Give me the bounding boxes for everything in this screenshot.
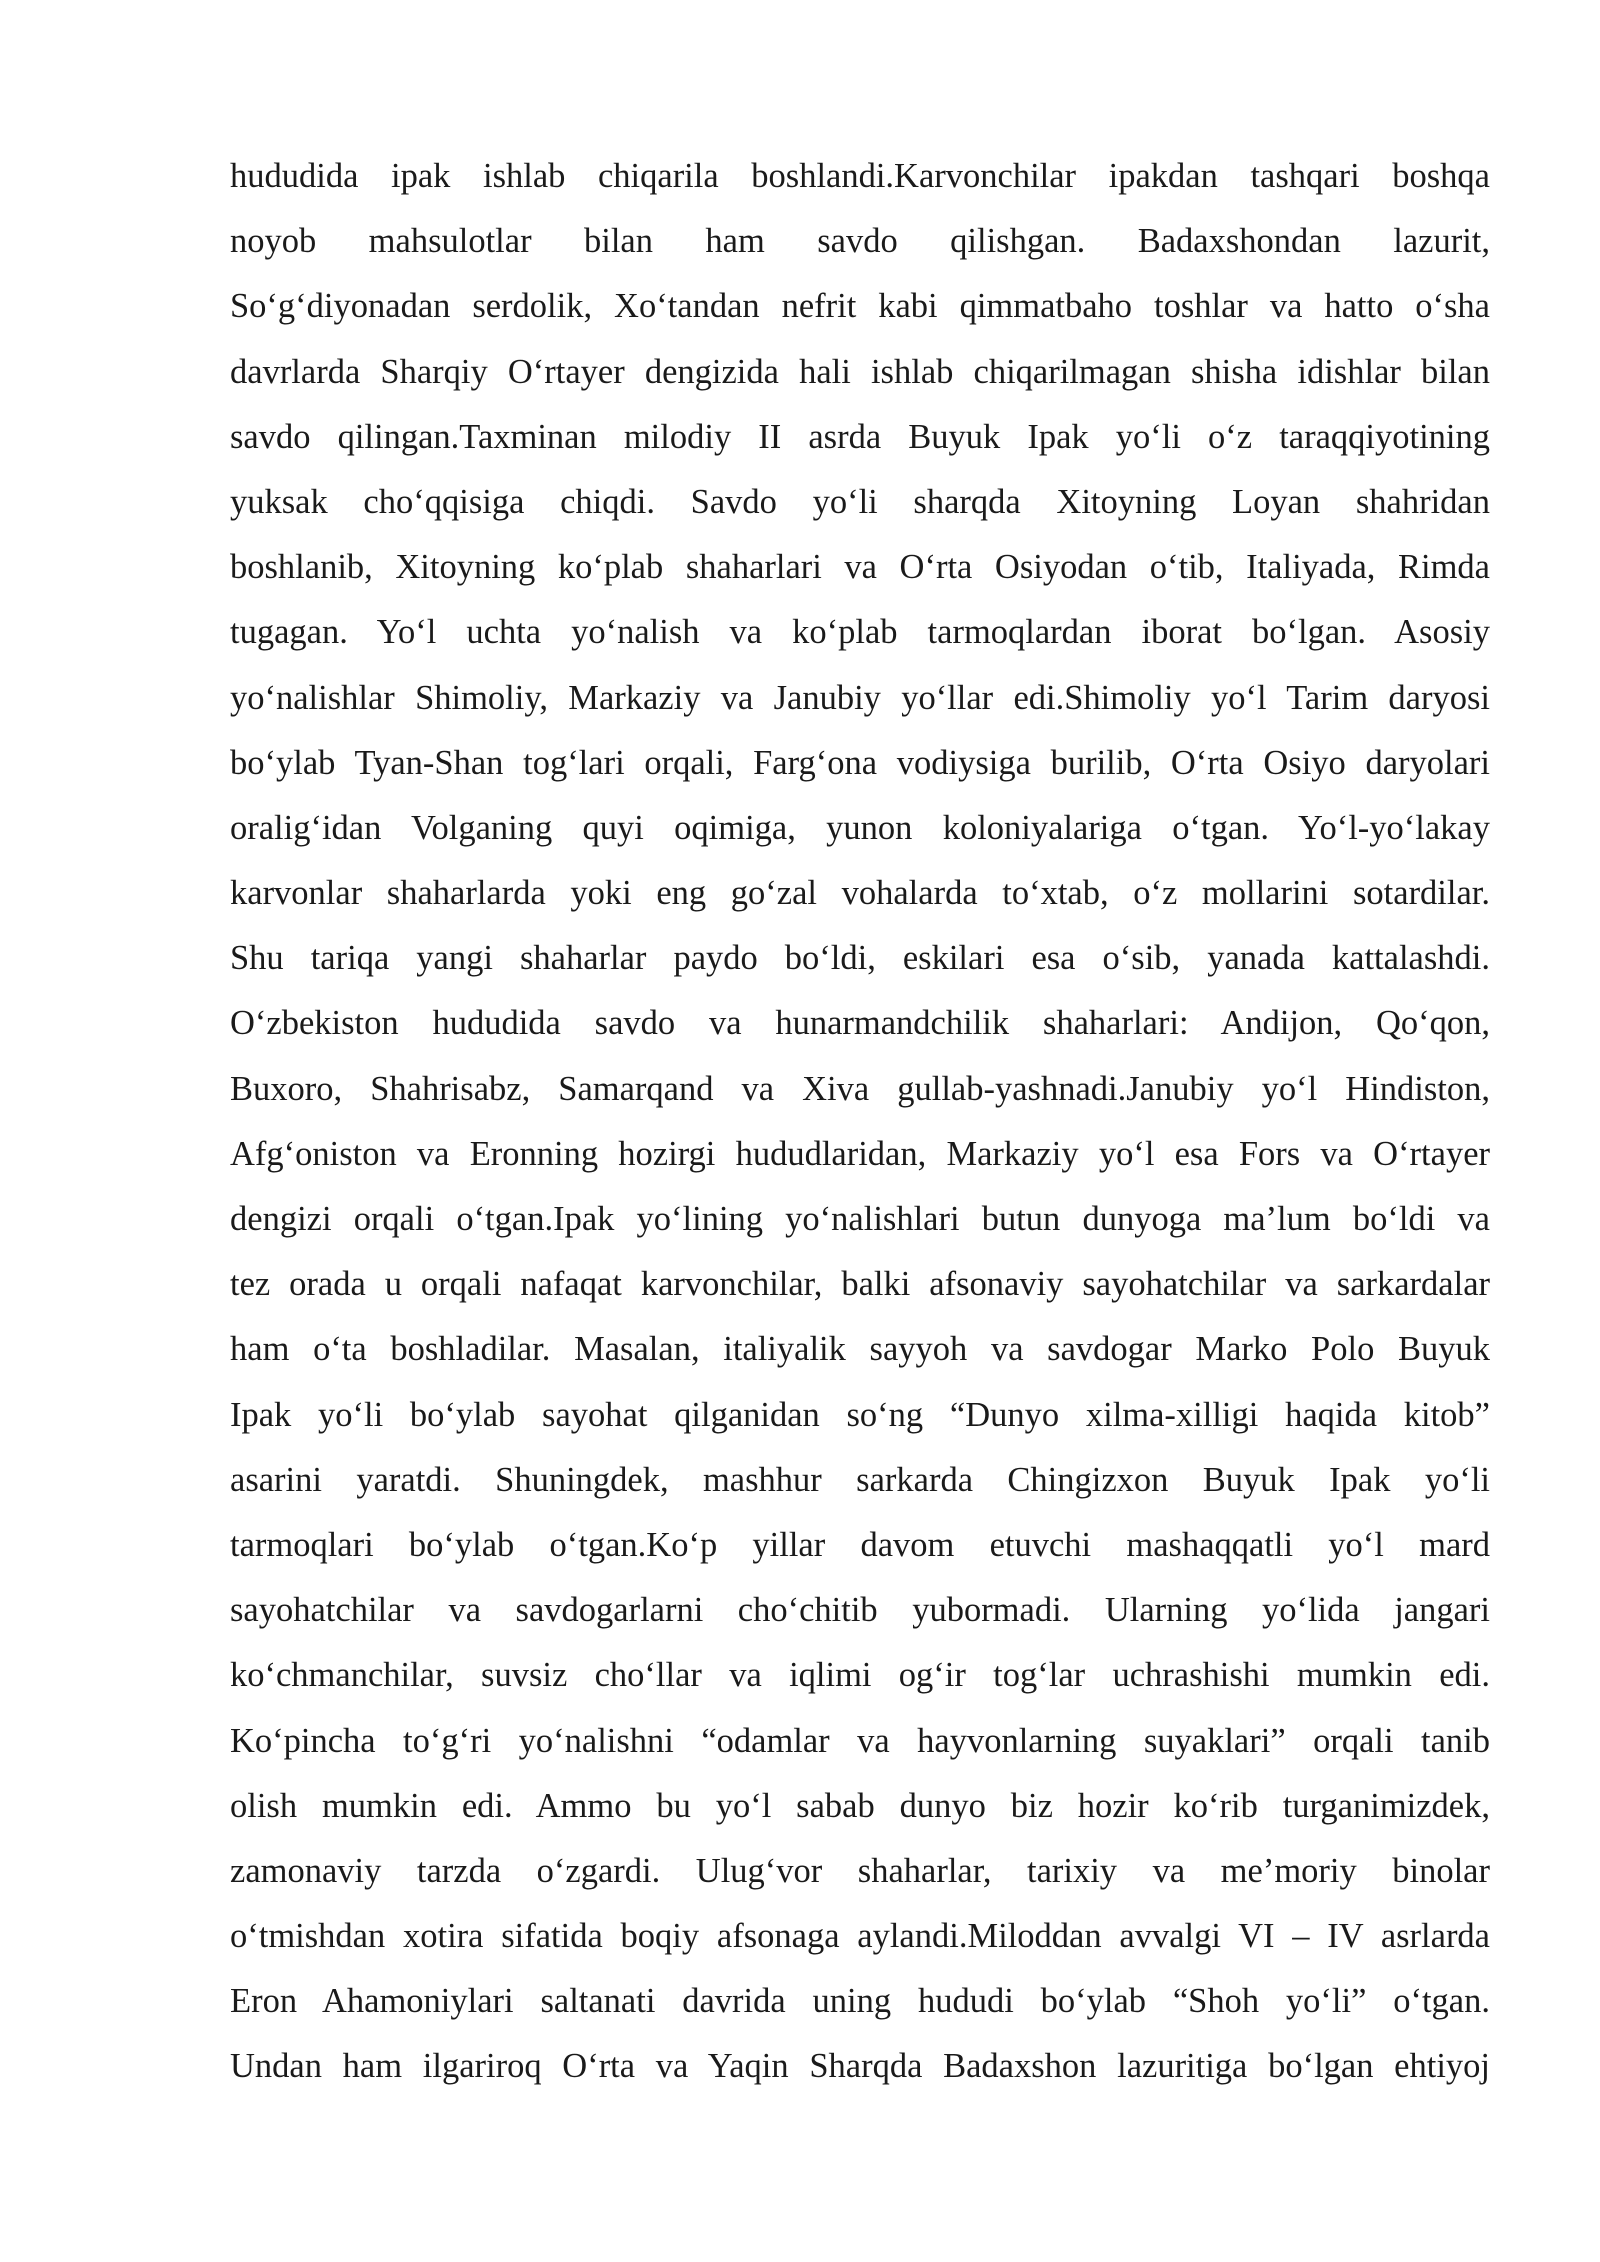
text-line: dengizi orqali o‘tgan.Ipak yo‘lining yo‘nalishlari butun dunyoga ma’lum bo‘ldi va bbox=[230, 1200, 1490, 1238]
text-line: tez orada u orqali nafaqat karvonchilar, balki afsonaviy sayohatchilar va sarkardalar bbox=[230, 1265, 1490, 1304]
text-line: davrlarda Sharqiy O‘rtayer dengizida hali ishlab chiqarilmagan shisha idishlar bilan bbox=[230, 352, 1490, 391]
text-line: karvonlar shaharlarda yoki eng go‘zal vohalarda to‘xtab, o‘z mollarini sotardilar. bbox=[230, 874, 1490, 913]
body-paragraph bbox=[230, 147, 1490, 2103]
text-line: Eron Ahamoniylari saltanati davrida uning hududi bo‘ylab “Shoh yo‘li” o‘tgan. bbox=[230, 1982, 1490, 2021]
text-line: Ko‘pincha to‘g‘ri yo‘nalishni “odamlar va hayvonlarning suyaklari” orqali tanib bbox=[230, 1721, 1490, 1760]
text-line: olish mumkin edi. Ammo bu yo‘l sabab dunyo biz hozir ko‘rib turganimizdek, bbox=[230, 1786, 1490, 1825]
text-line: boshlanib, Xitoyning ko‘plab shaharlari va O‘rta Osiyodan o‘tib, Italiyada, Rimda bbox=[230, 548, 1490, 587]
text-line: o‘tmishdan xotira sifatida boqiy afsonaga aylandi.Miloddan avvalgi VI – IV asrlarda bbox=[230, 1917, 1490, 1956]
text-line: bo‘ylab Tyan-Shan tog‘lari orqali, Farg‘ona vodiysiga burilib, O‘rta Osiyo daryolari bbox=[230, 743, 1490, 782]
text-line: hududida ipak ishlab chiqarila boshlandi.Karvonchilar ipakdan tashqari boshqa bbox=[230, 157, 1490, 195]
text-line: tugagan. Yo‘l uchta yo‘nalish va ko‘plab tarmoqlardan iborat bo‘lgan. Asosiy bbox=[230, 613, 1490, 652]
text-line: Afg‘oniston va Eronning hozirgi hududlaridan, Markaziy yo‘l esa Fors va O‘rtayer bbox=[230, 1134, 1490, 1173]
text-line: zamonaviy tarzda o‘zgardi. Ulug‘vor shaharlar, tarixiy va me’moriy binolar bbox=[230, 1851, 1490, 1890]
text-line: noyob mahsulotlar bilan ham savdo qilishgan. Badaxshondan lazurit, bbox=[230, 222, 1490, 261]
text-line: Ipak yo‘li bo‘ylab sayohat qilganidan so‘ng “Dunyo xilma-xilligi haqida kitob” bbox=[230, 1395, 1490, 1434]
text-line: Shu tariqa yangi shaharlar paydo bo‘ldi, eskilari esa o‘sib, yanada kattalashdi. bbox=[230, 939, 1490, 978]
text-line: ham o‘ta boshladilar. Masalan, italiyalik sayyoh va savdogar Marko Polo Buyuk bbox=[230, 1330, 1490, 1369]
text-line: asarini yaratdi. Shuningdek, mashhur sarkarda Chingizxon Buyuk Ipak yo‘li bbox=[230, 1460, 1490, 1499]
text-line: So‘g‘diyonadan serdolik, Xo‘tandan nefrit kabi qimmatbaho toshlar va hatto o‘sha bbox=[230, 287, 1490, 326]
text-line: Undan ham ilgariroq O‘rta va Yaqin Sharqda Badaxshon lazuritiga bo‘lgan ehtiyoj bbox=[230, 2047, 1490, 2086]
text-line: yuksak cho‘qqisiga chiqdi. Savdo yo‘li sharqda Xitoyning Loyan shahridan bbox=[230, 482, 1490, 521]
text-line: tarmoqlari bo‘ylab o‘tgan.Ko‘p yillar davom etuvchi mashaqqatli yo‘l mard bbox=[230, 1525, 1490, 1564]
text-line: sayohatchilar va savdogarlarni cho‘chitib yubormadi. Ularning yo‘lida jangari bbox=[230, 1591, 1490, 1630]
text-line: Buxoro, Shahrisabz, Samarqand va Xiva gullab-yashnadi.Janubiy yo‘l Hindiston, bbox=[230, 1069, 1490, 1108]
text-line: oralig‘idan Volganing quyi oqimiga, yunon koloniyalariga o‘tgan. Yo‘l-yo‘lakay bbox=[230, 808, 1490, 847]
text-line: yo‘nalishlar Shimoliy, Markaziy va Janubiy yo‘llar edi.Shimoliy yo‘l Tarim daryosi bbox=[230, 678, 1490, 717]
text-line: savdo qilingan.Taxminan milodiy II asrda Buyuk Ipak yo‘li o‘z taraqqiyotining bbox=[230, 417, 1490, 456]
text-line: ko‘chmanchilar, suvsiz cho‘llar va iqlimi og‘ir tog‘lar uchrashishi mumkin edi. bbox=[230, 1656, 1490, 1695]
text-line: O‘zbekiston hududida savdo va hunarmandchilik shaharlari: Andijon, Qo‘qon, bbox=[230, 1004, 1490, 1043]
